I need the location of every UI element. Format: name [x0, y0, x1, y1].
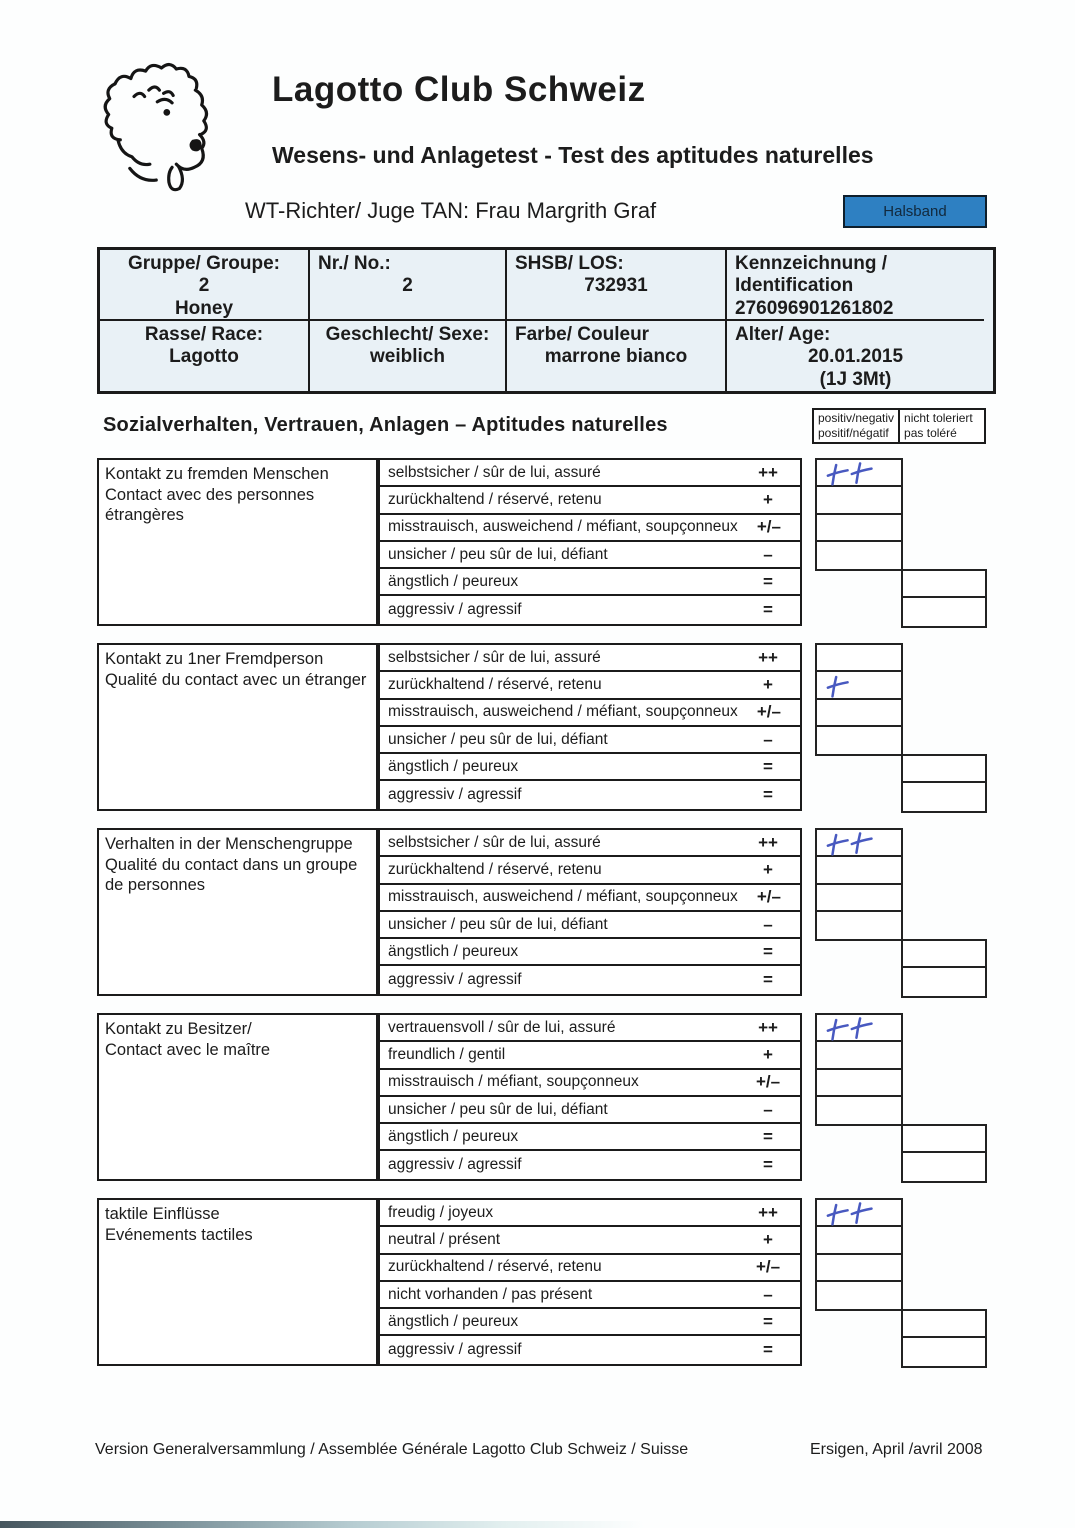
- scan-edge-artifact: [0, 1521, 645, 1528]
- rating-rows-table: [378, 828, 802, 996]
- rating-block: [97, 643, 989, 815]
- category-label-box: [97, 458, 378, 626]
- halsband-badge: Halsband: [843, 195, 987, 228]
- rating-row: [380, 487, 800, 514]
- rating-row: [380, 596, 800, 623]
- rating-row: [380, 1255, 800, 1282]
- header-line: nicht toleriert: [904, 411, 973, 425]
- category-line: de personnes: [105, 876, 205, 895]
- rating-rows-table: [378, 1013, 802, 1181]
- rating-label: freudig / joyeux: [388, 1203, 494, 1221]
- answer-cell-nicht-toleriert[interactable]: [903, 941, 985, 968]
- rating-label: aggressiv / agressif: [388, 1341, 522, 1359]
- info-value: marrone bianco: [544, 346, 688, 368]
- answer-cell-positiv-negativ[interactable]: [817, 1282, 901, 1309]
- rating-symbol: ++: [758, 1017, 778, 1037]
- rating-row: [380, 1151, 800, 1178]
- footer-place-date: Ersigen, April /avril 2008: [810, 1441, 983, 1458]
- info-label: SHSB/ LOS:: [515, 253, 624, 274]
- rating-symbol: =: [763, 600, 773, 620]
- rating-symbol: –: [763, 914, 773, 934]
- category-line: taktile Einflüsse: [105, 1205, 220, 1223]
- rating-row: [380, 460, 800, 487]
- rating-label: freundlich / gentil: [388, 1045, 506, 1063]
- rating-block: [97, 1013, 989, 1185]
- rating-row: [380, 700, 800, 727]
- rating-rows-table: [378, 1198, 802, 1366]
- page-title: Lagotto Club Schweiz: [272, 70, 646, 109]
- answer-cell-positiv-negativ[interactable]: [817, 1097, 901, 1124]
- rating-label: ängstlich / peureux: [388, 757, 519, 775]
- rating-rows-table: [378, 643, 802, 811]
- rating-symbol: +/–: [755, 1257, 781, 1277]
- rating-symbol: +/–: [756, 702, 781, 722]
- category-line: Contact avec le maître: [105, 1040, 271, 1059]
- rating-symbol: =: [763, 785, 773, 805]
- info-value: 276096901261802: [735, 297, 894, 319]
- rating-symbol: +/–: [756, 887, 781, 907]
- positiv-negativ-column: [815, 458, 903, 571]
- info-label: Rasse/ Race:: [144, 324, 264, 345]
- rating-symbol: ++: [758, 462, 778, 482]
- rating-symbol: =: [763, 756, 773, 776]
- rating-label: misstrauisch / méfiant, soupçonneux: [388, 1073, 639, 1091]
- rating-label: unsicher / peu sûr de lui, défiant: [388, 915, 608, 933]
- info-cell-gruppe: [100, 250, 310, 321]
- rating-row: [380, 830, 800, 857]
- rating-row: [380, 569, 800, 596]
- section-title: Sozialverhalten, Vertrauen, Anlagen – Aptitudes naturelles: [103, 414, 668, 436]
- rating-label: vertrauensvoll / sûr de lui, assuré: [388, 1018, 616, 1036]
- answer-cell-positiv-negativ[interactable]: [817, 700, 901, 727]
- form-subtitle: Wesens- und Anlagetest - Test des aptitudes naturelles: [272, 142, 874, 168]
- rating-symbol: –: [763, 1099, 773, 1119]
- category-line: Kontakt zu 1ner Fremdperson: [105, 650, 324, 668]
- category-line: Qualité du contact dans un groupe: [105, 855, 358, 874]
- category-line: Qualité du contact avec un étranger: [105, 670, 367, 689]
- rating-symbol: =: [763, 941, 773, 961]
- rating-label: zurückhaltend / réservé, retenu: [388, 860, 602, 878]
- info-value: (1J 3Mt): [819, 368, 892, 390]
- info-value: Honey: [174, 297, 234, 319]
- rating-symbol: =: [763, 1311, 773, 1331]
- answer-cell-positiv-negativ[interactable]: [817, 830, 901, 857]
- info-label: Kennzeichnung /: [735, 253, 887, 274]
- header-line: positiv/negativ: [818, 411, 895, 425]
- rating-label: selbstsicher / sûr de lui, assuré: [388, 648, 601, 666]
- rating-row: [380, 1015, 800, 1042]
- info-cell-geschlecht: [310, 321, 507, 391]
- rating-row: [380, 939, 800, 966]
- rating-row: [380, 515, 800, 542]
- rating-label: neutral / présent: [388, 1230, 501, 1248]
- answer-cell-positiv-negativ[interactable]: [817, 857, 901, 884]
- category-label-box: [97, 1198, 378, 1366]
- info-label: Gruppe/ Groupe:: [128, 253, 280, 274]
- rating-label: selbstsicher / sûr de lui, assuré: [388, 463, 601, 481]
- info-value: 2: [402, 275, 413, 297]
- rating-label: aggressiv / agressif: [388, 786, 522, 804]
- rating-label: zurückhaltend / réservé, retenu: [388, 1258, 602, 1276]
- footer-version-text: Version Generalversammlung / Assemblée Générale Lagotto Club Schweiz / Suisse: [95, 1441, 689, 1458]
- rating-symbol: –: [763, 544, 773, 564]
- rating-symbol: +: [763, 1044, 773, 1064]
- rating-symbol: +/–: [756, 517, 781, 537]
- nicht-toleriert-column: [901, 569, 987, 628]
- answer-cell-positiv-negativ[interactable]: [817, 1255, 901, 1282]
- rating-columns-header: [812, 408, 986, 444]
- answer-cell-positiv-negativ[interactable]: [817, 1200, 901, 1227]
- rating-row: [380, 1070, 800, 1097]
- rating-label: aggressiv / agressif: [388, 601, 522, 619]
- rating-row: [380, 781, 800, 808]
- answer-cell-positiv-negativ[interactable]: [817, 542, 901, 569]
- rating-block: [97, 458, 989, 630]
- nicht-toleriert-header: [900, 410, 984, 442]
- rating-symbol: –: [763, 729, 773, 749]
- rating-label: aggressiv / agressif: [388, 1156, 522, 1174]
- info-value: Identification: [735, 275, 854, 297]
- answer-cell-nicht-toleriert[interactable]: [903, 1311, 985, 1338]
- rating-row: [380, 1309, 800, 1336]
- category-label-box: [97, 1013, 378, 1181]
- dog-info-table: [97, 247, 996, 394]
- rating-symbol: =: [763, 571, 773, 591]
- rating-block: [97, 828, 989, 1000]
- info-label: Geschlecht/ Sexe:: [325, 324, 490, 345]
- rating-label: aggressiv / agressif: [388, 971, 522, 989]
- rating-row: [380, 885, 800, 912]
- info-cell-nr: [310, 250, 507, 321]
- rating-row: [380, 1336, 800, 1363]
- rating-label: zurückhaltend / réservé, retenu: [388, 675, 602, 693]
- answer-cell-nicht-toleriert[interactable]: [903, 783, 985, 810]
- rating-symbol: +: [763, 859, 773, 879]
- answer-cell-positiv-negativ[interactable]: [817, 727, 901, 754]
- info-value: 2: [198, 275, 210, 297]
- nicht-toleriert-column: [901, 939, 987, 998]
- nicht-toleriert-column: [901, 1124, 987, 1183]
- info-label: Alter/ Age:: [735, 324, 831, 345]
- rating-label: unsicher / peu sûr de lui, défiant: [388, 730, 608, 748]
- info-cell-alter: [727, 321, 984, 391]
- category-line: étrangères: [105, 506, 184, 525]
- info-value: weiblich: [370, 346, 445, 368]
- info-value: 20.01.2015: [807, 346, 904, 368]
- category-label-box: [97, 828, 378, 996]
- answer-cell-positiv-negativ[interactable]: [817, 645, 901, 672]
- rating-label: misstrauisch, ausweichend / méfiant, soupçonneux: [388, 518, 738, 536]
- rating-label: misstrauisch, ausweichend / méfiant, soupçonneux: [388, 888, 738, 906]
- category-label-box: [97, 643, 378, 811]
- positiv-negativ-column: [815, 828, 903, 941]
- answer-cell-positiv-negativ[interactable]: [817, 1015, 901, 1042]
- rating-symbol: ++: [758, 1202, 778, 1222]
- rating-symbol: –: [763, 1284, 773, 1304]
- rating-row: [380, 672, 800, 699]
- answer-cell-positiv-negativ[interactable]: [817, 1070, 901, 1097]
- info-value: 732931: [584, 275, 648, 297]
- nicht-toleriert-column: [901, 1309, 987, 1368]
- category-line: Verhalten in der Menschengruppe: [105, 835, 353, 853]
- rating-row: [380, 1227, 800, 1254]
- rating-symbol: =: [763, 1126, 773, 1146]
- rating-symbol: =: [763, 1155, 773, 1175]
- rating-row: [380, 1200, 800, 1227]
- rating-symbol: ++: [758, 647, 778, 667]
- info-cell-farbe: [507, 321, 727, 391]
- category-line: Kontakt zu fremden Menschen: [105, 465, 329, 483]
- nicht-toleriert-column: [901, 754, 987, 813]
- answer-cell-positiv-negativ[interactable]: [817, 1042, 901, 1069]
- answer-cell-nicht-toleriert[interactable]: [903, 756, 985, 783]
- rating-symbol: +/–: [755, 1072, 781, 1092]
- rating-label: unsicher / peu sûr de lui, défiant: [388, 545, 608, 563]
- answer-cell-positiv-negativ[interactable]: [817, 487, 901, 514]
- rating-symbol: ++: [758, 832, 778, 852]
- info-label: Farbe/ Couleur: [515, 324, 650, 345]
- answer-cell-nicht-toleriert[interactable]: [903, 1153, 985, 1180]
- rating-label: ängstlich / peureux: [388, 1312, 519, 1330]
- rating-symbol: +: [763, 1229, 773, 1249]
- answer-cell-nicht-toleriert[interactable]: [903, 968, 985, 995]
- rating-symbol: +: [763, 489, 773, 509]
- answer-cell-nicht-toleriert[interactable]: [903, 1338, 985, 1365]
- info-label: Nr./ No.:: [318, 253, 391, 274]
- rating-block: [97, 1198, 989, 1370]
- answer-cell-positiv-negativ[interactable]: [817, 1227, 901, 1254]
- rating-label: misstrauisch, ausweichend / méfiant, soupçonneux: [388, 703, 738, 721]
- answer-cell-positiv-negativ[interactable]: [817, 515, 901, 542]
- info-cell-rasse: [100, 321, 310, 391]
- answer-cell-positiv-negativ[interactable]: [817, 672, 901, 699]
- rating-row: [380, 754, 800, 781]
- club-logo-dog-icon: [82, 50, 222, 198]
- rating-row: [380, 857, 800, 884]
- rating-label: nicht vorhanden / pas présent: [388, 1285, 593, 1303]
- rating-symbol: =: [763, 970, 773, 990]
- rating-row: [380, 1282, 800, 1309]
- positiv-negativ-column: [815, 1198, 903, 1311]
- rating-row: [380, 966, 800, 993]
- rating-label: ängstlich / peureux: [388, 942, 519, 960]
- category-line: Kontakt zu Besitzer/: [105, 1020, 252, 1038]
- header-line: pas toléré: [904, 426, 957, 440]
- info-value: Lagotto: [169, 346, 239, 368]
- positiv-negativ-column: [815, 643, 903, 756]
- info-cell-kennzeichnung: [727, 250, 984, 321]
- rating-label: selbstsicher / sûr de lui, assuré: [388, 833, 601, 851]
- rating-row: [380, 1042, 800, 1069]
- positiv-negativ-header: [814, 410, 900, 442]
- rating-symbol: =: [763, 1340, 773, 1360]
- info-cell-shsb: [507, 250, 727, 321]
- rating-row: [380, 1124, 800, 1151]
- rating-row: [380, 727, 800, 754]
- answer-cell-positiv-negativ[interactable]: [817, 460, 901, 487]
- rating-row: [380, 912, 800, 939]
- rating-label: ängstlich / peureux: [388, 1127, 519, 1145]
- answer-cell-nicht-toleriert[interactable]: [903, 598, 985, 625]
- rating-row: [380, 1097, 800, 1124]
- category-line: Contact avec des personnes: [105, 485, 315, 504]
- rating-row: [380, 542, 800, 569]
- rating-label: unsicher / peu sûr de lui, défiant: [388, 1100, 608, 1118]
- header-line: positif/négatif: [818, 426, 889, 440]
- answer-cell-positiv-negativ[interactable]: [817, 912, 901, 939]
- answer-cell-positiv-negativ[interactable]: [817, 885, 901, 912]
- rating-rows-table: [378, 458, 802, 626]
- answer-cell-nicht-toleriert[interactable]: [903, 1126, 985, 1153]
- rating-symbol: +: [763, 674, 773, 694]
- judge-name-line: WT-Richter/ Juge TAN: Frau Margrith Graf: [245, 198, 657, 223]
- category-line: Evénements tactiles: [105, 1225, 253, 1244]
- rating-row: [380, 645, 800, 672]
- rating-label: ängstlich / peureux: [388, 572, 519, 590]
- answer-cell-nicht-toleriert[interactable]: [903, 571, 985, 598]
- positiv-negativ-column: [815, 1013, 903, 1126]
- rating-label: zurückhaltend / réservé, retenu: [388, 490, 602, 508]
